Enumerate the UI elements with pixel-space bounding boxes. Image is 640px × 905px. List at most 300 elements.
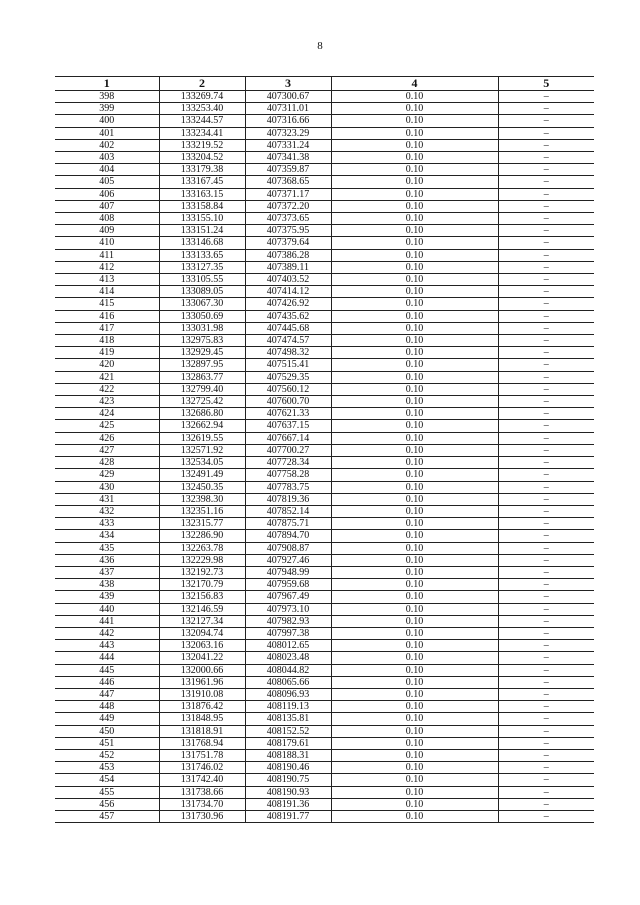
point-number-cell: 445: [55, 664, 159, 676]
point-number-cell: 405: [55, 176, 159, 188]
x-coordinate-cell: 131910.08: [159, 688, 245, 700]
x-coordinate-cell: 132975.83: [159, 335, 245, 347]
x-coordinate-cell: 132351.16: [159, 505, 245, 517]
accuracy-cell: 0.10: [331, 579, 498, 591]
table-row: [55, 615, 594, 627]
table-row: [55, 188, 594, 200]
accuracy-cell: 0.10: [331, 554, 498, 566]
x-coordinate-cell: 132534.05: [159, 457, 245, 469]
y-coordinate-cell: 407435.62: [245, 310, 331, 322]
accuracy-cell: 0.10: [331, 274, 498, 286]
x-coordinate-cell: 133133.65: [159, 249, 245, 261]
y-coordinate-cell: 407997.38: [245, 627, 331, 639]
table-row: [55, 335, 594, 347]
point-number-cell: 411: [55, 249, 159, 261]
y-coordinate-cell: 407403.52: [245, 274, 331, 286]
point-number-cell: 436: [55, 554, 159, 566]
accuracy-cell: 0.10: [331, 652, 498, 664]
note-cell: –: [498, 725, 594, 737]
note-cell: –: [498, 640, 594, 652]
note-cell: –: [498, 371, 594, 383]
note-cell: –: [498, 627, 594, 639]
accuracy-cell: 0.10: [331, 225, 498, 237]
x-coordinate-cell: 132863.77: [159, 371, 245, 383]
note-cell: –: [498, 432, 594, 444]
y-coordinate-cell: 407445.68: [245, 322, 331, 334]
point-number-cell: 439: [55, 591, 159, 603]
accuracy-cell: 0.10: [331, 127, 498, 139]
note-cell: –: [498, 261, 594, 273]
accuracy-cell: 0.10: [331, 139, 498, 151]
table-row: [55, 469, 594, 481]
note-cell: –: [498, 749, 594, 761]
column-header-1: 1: [55, 77, 159, 91]
accuracy-cell: 0.10: [331, 493, 498, 505]
accuracy-cell: 0.10: [331, 725, 498, 737]
y-coordinate-cell: 407368.65: [245, 176, 331, 188]
accuracy-cell: 0.10: [331, 335, 498, 347]
x-coordinate-cell: 131742.40: [159, 774, 245, 786]
y-coordinate-cell: 407927.46: [245, 554, 331, 566]
x-coordinate-cell: 132094.74: [159, 627, 245, 639]
accuracy-cell: 0.10: [331, 408, 498, 420]
point-number-cell: 406: [55, 188, 159, 200]
table-row: [55, 725, 594, 737]
page-number: 8: [317, 40, 323, 52]
y-coordinate-cell: 408190.93: [245, 786, 331, 798]
point-number-cell: 437: [55, 566, 159, 578]
table-row: [55, 127, 594, 139]
point-number-cell: 427: [55, 444, 159, 456]
table-row: [55, 774, 594, 786]
accuracy-cell: 0.10: [331, 798, 498, 810]
x-coordinate-cell: 133151.24: [159, 225, 245, 237]
table-row: [55, 274, 594, 286]
point-number-cell: 408: [55, 213, 159, 225]
note-cell: –: [498, 420, 594, 432]
y-coordinate-cell: 407414.12: [245, 286, 331, 298]
note-cell: –: [498, 530, 594, 542]
table-row: [55, 640, 594, 652]
table-row: [55, 408, 594, 420]
x-coordinate-cell: 133163.15: [159, 188, 245, 200]
accuracy-cell: 0.10: [331, 810, 498, 822]
table-row: [55, 249, 594, 261]
accuracy-cell: 0.10: [331, 200, 498, 212]
note-cell: –: [498, 91, 594, 103]
y-coordinate-cell: 407316.66: [245, 115, 331, 127]
point-number-cell: 414: [55, 286, 159, 298]
note-cell: –: [498, 566, 594, 578]
accuracy-cell: 0.10: [331, 505, 498, 517]
table-row: [55, 383, 594, 395]
note-cell: –: [498, 481, 594, 493]
y-coordinate-cell: 407498.32: [245, 347, 331, 359]
y-coordinate-cell: 408012.65: [245, 640, 331, 652]
x-coordinate-cell: 131818.91: [159, 725, 245, 737]
note-cell: –: [498, 225, 594, 237]
x-coordinate-cell: 131734.70: [159, 798, 245, 810]
table-row: [55, 115, 594, 127]
note-cell: –: [498, 127, 594, 139]
x-coordinate-cell: 132929.45: [159, 347, 245, 359]
x-coordinate-cell: 133234.41: [159, 127, 245, 139]
y-coordinate-cell: 407331.24: [245, 139, 331, 151]
table-row: [55, 688, 594, 700]
accuracy-cell: 0.10: [331, 322, 498, 334]
point-number-cell: 453: [55, 762, 159, 774]
x-coordinate-cell: 131730.96: [159, 810, 245, 822]
point-number-cell: 455: [55, 786, 159, 798]
note-cell: –: [498, 615, 594, 627]
table-row: [55, 396, 594, 408]
table-row: [55, 786, 594, 798]
y-coordinate-cell: 408190.46: [245, 762, 331, 774]
accuracy-cell: 0.10: [331, 713, 498, 725]
x-coordinate-cell: 132571.92: [159, 444, 245, 456]
accuracy-cell: 0.10: [331, 737, 498, 749]
point-number-cell: 402: [55, 139, 159, 151]
point-number-cell: 446: [55, 676, 159, 688]
point-number-cell: 449: [55, 713, 159, 725]
point-number-cell: 417: [55, 322, 159, 334]
point-number-cell: 433: [55, 518, 159, 530]
y-coordinate-cell: 407426.92: [245, 298, 331, 310]
x-coordinate-cell: 131961.96: [159, 676, 245, 688]
note-cell: –: [498, 457, 594, 469]
table-row: [55, 139, 594, 151]
y-coordinate-cell: 408188.31: [245, 749, 331, 761]
x-coordinate-cell: 132286.90: [159, 530, 245, 542]
accuracy-cell: 0.10: [331, 749, 498, 761]
x-coordinate-cell: 132156.83: [159, 591, 245, 603]
table-row: [55, 603, 594, 615]
y-coordinate-cell: 407311.01: [245, 103, 331, 115]
note-cell: –: [498, 554, 594, 566]
accuracy-cell: 0.10: [331, 91, 498, 103]
note-cell: –: [498, 603, 594, 615]
table-row: [55, 701, 594, 713]
note-cell: –: [498, 493, 594, 505]
accuracy-cell: 0.10: [331, 786, 498, 798]
y-coordinate-cell: 407637.15: [245, 420, 331, 432]
point-number-cell: 416: [55, 310, 159, 322]
note-cell: –: [498, 286, 594, 298]
note-cell: –: [498, 713, 594, 725]
table-row: [55, 505, 594, 517]
table-row: [55, 798, 594, 810]
note-cell: –: [498, 322, 594, 334]
note-cell: –: [498, 591, 594, 603]
note-cell: –: [498, 762, 594, 774]
point-number-cell: 426: [55, 432, 159, 444]
x-coordinate-cell: 132662.94: [159, 420, 245, 432]
y-coordinate-cell: 407341.38: [245, 152, 331, 164]
note-cell: –: [498, 103, 594, 115]
y-coordinate-cell: 408191.36: [245, 798, 331, 810]
table-row: [55, 286, 594, 298]
accuracy-cell: 0.10: [331, 176, 498, 188]
point-number-cell: 448: [55, 701, 159, 713]
x-coordinate-cell: 132450.35: [159, 481, 245, 493]
point-number-cell: 432: [55, 505, 159, 517]
accuracy-cell: 0.10: [331, 115, 498, 127]
note-cell: –: [498, 676, 594, 688]
accuracy-cell: 0.10: [331, 213, 498, 225]
note-cell: –: [498, 786, 594, 798]
y-coordinate-cell: 407908.87: [245, 542, 331, 554]
y-coordinate-cell: 407894.70: [245, 530, 331, 542]
accuracy-cell: 0.10: [331, 286, 498, 298]
accuracy-cell: 0.10: [331, 603, 498, 615]
note-cell: –: [498, 359, 594, 371]
table-row: [55, 213, 594, 225]
accuracy-cell: 0.10: [331, 383, 498, 395]
accuracy-cell: 0.10: [331, 762, 498, 774]
table-row: [55, 493, 594, 505]
table-row: [55, 200, 594, 212]
point-number-cell: 398: [55, 91, 159, 103]
point-number-cell: 428: [55, 457, 159, 469]
x-coordinate-cell: 132491.49: [159, 469, 245, 481]
x-coordinate-cell: 131848.95: [159, 713, 245, 725]
note-cell: –: [498, 798, 594, 810]
note-cell: –: [498, 444, 594, 456]
point-number-cell: 422: [55, 383, 159, 395]
x-coordinate-cell: 132170.79: [159, 579, 245, 591]
y-coordinate-cell: 408191.77: [245, 810, 331, 822]
x-coordinate-cell: 133179.38: [159, 164, 245, 176]
point-number-cell: 434: [55, 530, 159, 542]
point-number-cell: 399: [55, 103, 159, 115]
accuracy-cell: 0.10: [331, 676, 498, 688]
x-coordinate-cell: 132041.22: [159, 652, 245, 664]
table-row: [55, 444, 594, 456]
table-row: [55, 481, 594, 493]
accuracy-cell: 0.10: [331, 530, 498, 542]
accuracy-cell: 0.10: [331, 518, 498, 530]
y-coordinate-cell: 407529.35: [245, 371, 331, 383]
table-row: [55, 432, 594, 444]
y-coordinate-cell: 407600.70: [245, 396, 331, 408]
table-row: [55, 103, 594, 115]
x-coordinate-cell: 133127.35: [159, 261, 245, 273]
point-number-cell: 443: [55, 640, 159, 652]
accuracy-cell: 0.10: [331, 188, 498, 200]
note-cell: –: [498, 213, 594, 225]
point-number-cell: 409: [55, 225, 159, 237]
table-row: [55, 579, 594, 591]
table-row: [55, 810, 594, 822]
note-cell: –: [498, 274, 594, 286]
table-row: [55, 627, 594, 639]
x-coordinate-cell: 132686.80: [159, 408, 245, 420]
accuracy-cell: 0.10: [331, 469, 498, 481]
accuracy-cell: 0.10: [331, 237, 498, 249]
table-row: [55, 164, 594, 176]
point-number-cell: 403: [55, 152, 159, 164]
table-row: [55, 176, 594, 188]
table-row: [55, 457, 594, 469]
y-coordinate-cell: 407667.14: [245, 432, 331, 444]
x-coordinate-cell: 133167.45: [159, 176, 245, 188]
table-row: [55, 322, 594, 334]
x-coordinate-cell: 132619.55: [159, 432, 245, 444]
point-number-cell: 407: [55, 200, 159, 212]
note-cell: –: [498, 237, 594, 249]
point-number-cell: 423: [55, 396, 159, 408]
accuracy-cell: 0.10: [331, 627, 498, 639]
point-number-cell: 450: [55, 725, 159, 737]
table-row: [55, 420, 594, 432]
coordinates-table: [55, 76, 594, 823]
accuracy-cell: 0.10: [331, 420, 498, 432]
accuracy-cell: 0.10: [331, 457, 498, 469]
table-row: [55, 530, 594, 542]
point-number-cell: 419: [55, 347, 159, 359]
y-coordinate-cell: 408190.75: [245, 774, 331, 786]
x-coordinate-cell: 131746.02: [159, 762, 245, 774]
note-cell: –: [498, 688, 594, 700]
accuracy-cell: 0.10: [331, 591, 498, 603]
accuracy-cell: 0.10: [331, 347, 498, 359]
table-row: [55, 347, 594, 359]
point-number-cell: 452: [55, 749, 159, 761]
point-number-cell: 420: [55, 359, 159, 371]
note-cell: –: [498, 152, 594, 164]
point-number-cell: 413: [55, 274, 159, 286]
y-coordinate-cell: 407819.36: [245, 493, 331, 505]
y-coordinate-cell: 407948.99: [245, 566, 331, 578]
y-coordinate-cell: 407372.20: [245, 200, 331, 212]
y-coordinate-cell: 408065.66: [245, 676, 331, 688]
point-number-cell: 444: [55, 652, 159, 664]
accuracy-cell: 0.10: [331, 566, 498, 578]
point-number-cell: 410: [55, 237, 159, 249]
table-row: [55, 737, 594, 749]
point-number-cell: 440: [55, 603, 159, 615]
y-coordinate-cell: 407783.75: [245, 481, 331, 493]
y-coordinate-cell: 407959.68: [245, 579, 331, 591]
point-number-cell: 451: [55, 737, 159, 749]
y-coordinate-cell: 407371.17: [245, 188, 331, 200]
table-row: [55, 749, 594, 761]
table-row: [55, 542, 594, 554]
y-coordinate-cell: 407386.28: [245, 249, 331, 261]
y-coordinate-cell: 407300.67: [245, 91, 331, 103]
accuracy-cell: 0.10: [331, 444, 498, 456]
x-coordinate-cell: 133219.52: [159, 139, 245, 151]
note-cell: –: [498, 310, 594, 322]
note-cell: –: [498, 652, 594, 664]
point-number-cell: 412: [55, 261, 159, 273]
x-coordinate-cell: 132263.78: [159, 542, 245, 554]
note-cell: –: [498, 164, 594, 176]
note-cell: –: [498, 810, 594, 822]
note-cell: –: [498, 664, 594, 676]
x-coordinate-cell: 133050.69: [159, 310, 245, 322]
y-coordinate-cell: 408044.82: [245, 664, 331, 676]
y-coordinate-cell: 407982.93: [245, 615, 331, 627]
column-header-2: 2: [159, 77, 245, 91]
accuracy-cell: 0.10: [331, 701, 498, 713]
x-coordinate-cell: 133244.57: [159, 115, 245, 127]
x-coordinate-cell: 132398.30: [159, 493, 245, 505]
point-number-cell: 454: [55, 774, 159, 786]
accuracy-cell: 0.10: [331, 298, 498, 310]
point-number-cell: 431: [55, 493, 159, 505]
note-cell: –: [498, 176, 594, 188]
y-coordinate-cell: 407728.34: [245, 457, 331, 469]
table-row: [55, 237, 594, 249]
x-coordinate-cell: 131751.78: [159, 749, 245, 761]
y-coordinate-cell: 408135.81: [245, 713, 331, 725]
point-number-cell: 401: [55, 127, 159, 139]
x-coordinate-cell: 132146.59: [159, 603, 245, 615]
x-coordinate-cell: 132315.77: [159, 518, 245, 530]
note-cell: –: [498, 115, 594, 127]
y-coordinate-cell: 408096.93: [245, 688, 331, 700]
y-coordinate-cell: 407560.12: [245, 383, 331, 395]
accuracy-cell: 0.10: [331, 688, 498, 700]
note-cell: –: [498, 542, 594, 554]
table-row: [55, 91, 594, 103]
point-number-cell: 430: [55, 481, 159, 493]
table-row: [55, 152, 594, 164]
x-coordinate-cell: 132000.66: [159, 664, 245, 676]
note-cell: –: [498, 469, 594, 481]
x-coordinate-cell: 133253.40: [159, 103, 245, 115]
note-cell: –: [498, 139, 594, 151]
accuracy-cell: 0.10: [331, 371, 498, 383]
note-cell: –: [498, 298, 594, 310]
table-row: [55, 518, 594, 530]
note-cell: –: [498, 396, 594, 408]
note-cell: –: [498, 200, 594, 212]
accuracy-cell: 0.10: [331, 664, 498, 676]
y-coordinate-cell: 407373.65: [245, 213, 331, 225]
accuracy-cell: 0.10: [331, 432, 498, 444]
note-cell: –: [498, 408, 594, 420]
y-coordinate-cell: 407323.29: [245, 127, 331, 139]
y-coordinate-cell: 407758.28: [245, 469, 331, 481]
y-coordinate-cell: 407852.14: [245, 505, 331, 517]
table-row: [55, 554, 594, 566]
point-number-cell: 424: [55, 408, 159, 420]
y-coordinate-cell: 407359.87: [245, 164, 331, 176]
point-number-cell: 442: [55, 627, 159, 639]
point-number-cell: 447: [55, 688, 159, 700]
y-coordinate-cell: 408119.13: [245, 701, 331, 713]
column-header-3: 3: [245, 77, 331, 91]
note-cell: –: [498, 505, 594, 517]
accuracy-cell: 0.10: [331, 774, 498, 786]
x-coordinate-cell: 132725.42: [159, 396, 245, 408]
x-coordinate-cell: 131738.66: [159, 786, 245, 798]
accuracy-cell: 0.10: [331, 542, 498, 554]
y-coordinate-cell: 407389.11: [245, 261, 331, 273]
x-coordinate-cell: 133269.74: [159, 91, 245, 103]
table-row: [55, 310, 594, 322]
x-coordinate-cell: 133204.52: [159, 152, 245, 164]
y-coordinate-cell: 407973.10: [245, 603, 331, 615]
table-row: [55, 566, 594, 578]
note-cell: –: [498, 188, 594, 200]
table-row: [55, 713, 594, 725]
accuracy-cell: 0.10: [331, 103, 498, 115]
x-coordinate-cell: 133031.98: [159, 322, 245, 334]
point-number-cell: 435: [55, 542, 159, 554]
